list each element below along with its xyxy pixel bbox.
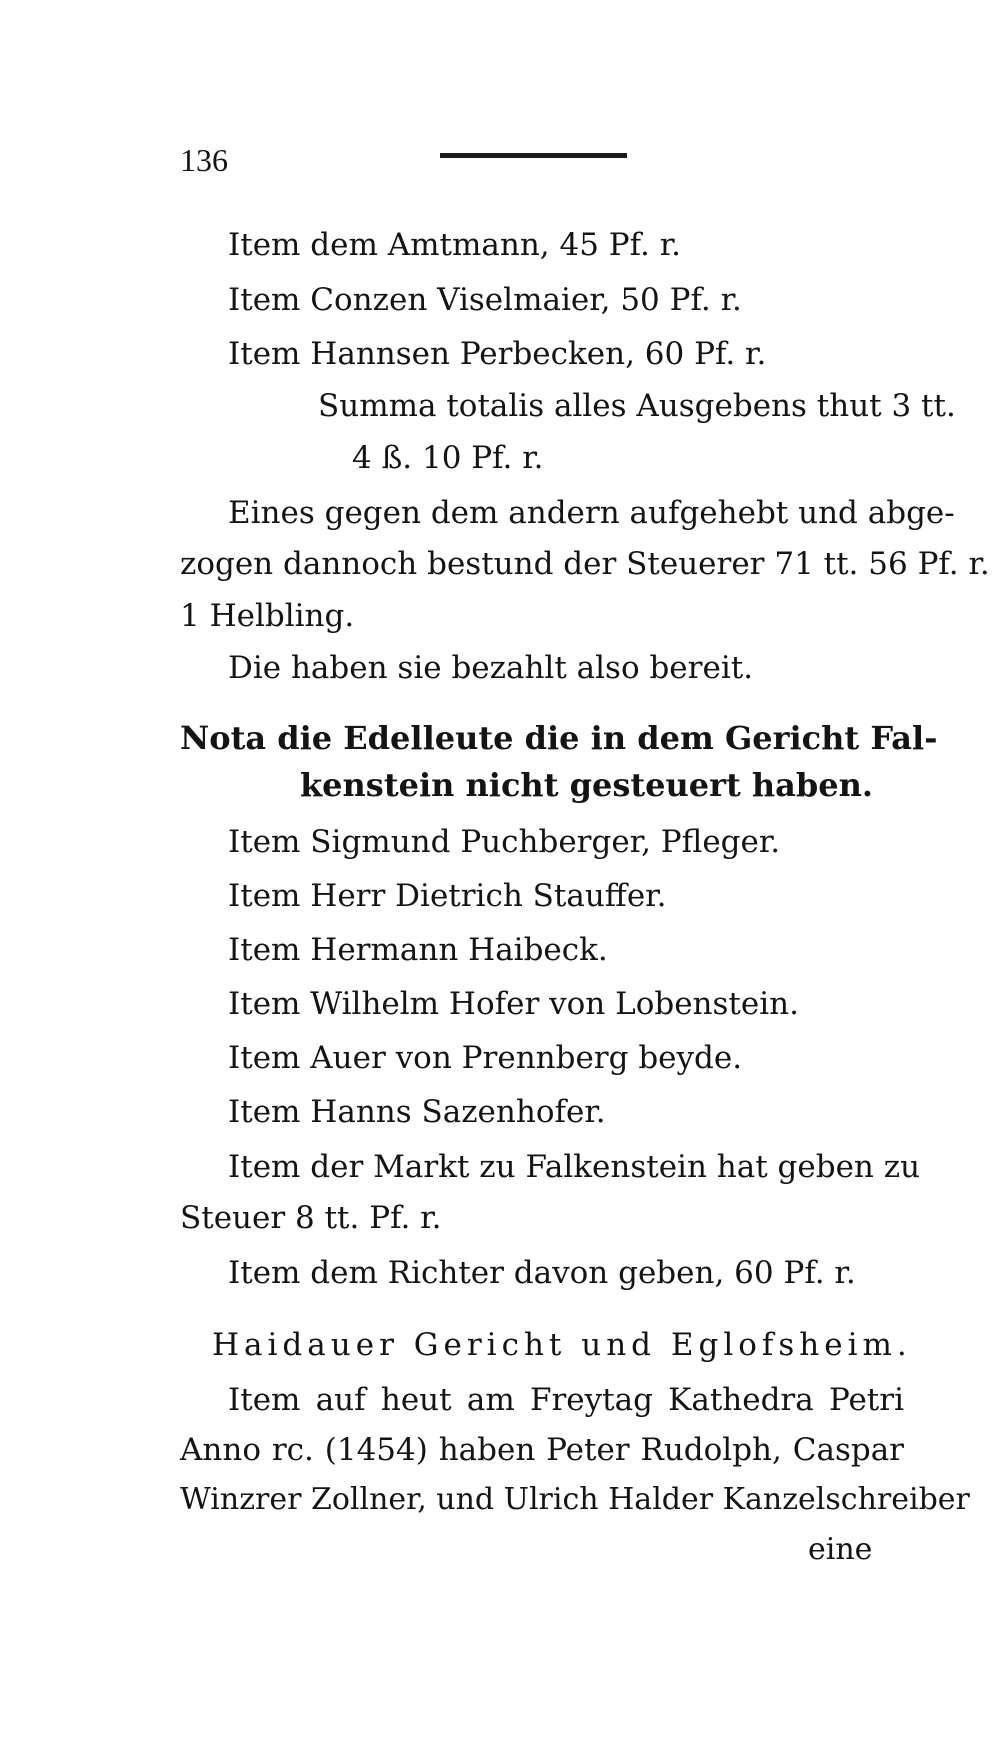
paragraph-line: Steuer 8 tt. Pf. r. [180, 1200, 442, 1236]
paragraph-line: zogen dannoch bestund der Steuerer 71 tt. 56 Pf. r. [180, 546, 990, 582]
paragraph-line: 1 Helbling. [180, 598, 355, 634]
paragraph-line: Anno rc. (1454) haben Peter Rudolph, Caspar [180, 1432, 904, 1468]
paragraph-line: Item der Markt zu Falkenstein hat geben zu [228, 1149, 921, 1185]
list-item: Item Herr Dietrich Stauffer. [228, 878, 667, 914]
section-heading: Haidauer Gericht und Eglofsheim. [212, 1327, 912, 1363]
list-item: Item Sigmund Puchberger, Pfleger. [228, 824, 781, 860]
paragraph-line: Die haben sie bezahlt also bereit. [228, 650, 754, 686]
list-item: Item Wilhelm Hofer von Lobenstein. [228, 986, 799, 1022]
list-item: Item Auer von Prennberg beyde. [228, 1040, 743, 1076]
section-heading: kenstein nicht gesteuert haben. [300, 766, 874, 804]
text-line: Item dem Amtmann, 45 Pf. r. [228, 227, 681, 263]
text-line: Item Hannsen Perbecken, 60 Pf. r. [228, 336, 767, 372]
text-line: Item Conzen Viselmaier, 50 Pf. r. [228, 282, 742, 318]
list-item: Item Hanns Sazenhofer. [228, 1094, 606, 1130]
catchword: eine [808, 1532, 873, 1567]
paragraph-line: Item dem Richter davon geben, 60 Pf. r. [228, 1255, 856, 1291]
section-heading: Nota die Edelleute die in dem Gericht Fal- [180, 719, 938, 757]
paragraph-line: Winzrer Zollner, und Ulrich Halder Kanzelschreiber [180, 1482, 970, 1517]
paragraph-line: Eines gegen dem andern aufgehebt und abge- [228, 495, 955, 531]
paragraph-line: Item auf heut am Freytag Kathedra Petri [228, 1382, 904, 1418]
page-number: 136 [180, 142, 228, 178]
list-item: Item Hermann Haibeck. [228, 932, 608, 968]
summary-line: 4 ß. 10 Pf. r. [352, 440, 544, 476]
summary-line: Summa totalis alles Ausgebens thut 3 tt. [318, 388, 956, 424]
header-rule [440, 153, 627, 158]
